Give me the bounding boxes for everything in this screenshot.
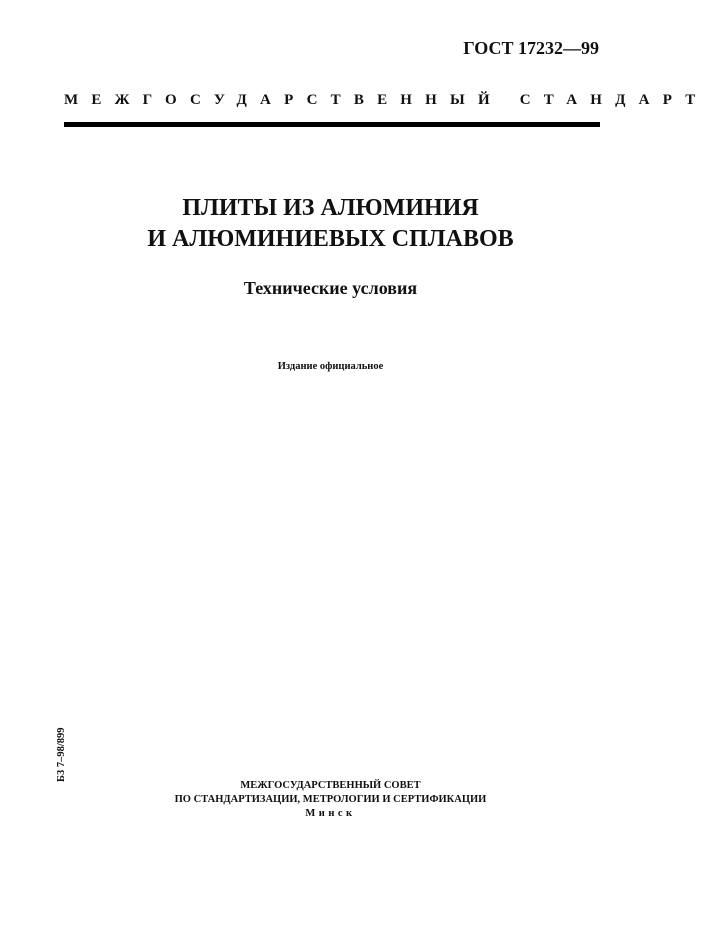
publisher-city: Минск: [305, 808, 356, 819]
publisher-block: [0, 779, 661, 821]
title-line-2: И АЛЮМИНИЕВЫХ СПЛАВОВ: [147, 226, 514, 252]
standard-type-heading: МЕЖГОСУДАРСТВЕННЫЙ СТАНДАРТ: [64, 92, 708, 108]
publisher-line-1: МЕЖГОСУДАРСТВЕННЫЙ СОВЕТ: [240, 780, 421, 791]
side-catalog-code: Б3 7–98/899: [56, 727, 67, 782]
document-subtitle: Технические условия: [243, 278, 418, 298]
document-number: ГОСТ 17232—99: [463, 38, 599, 58]
edition-label: Издание официальное: [277, 361, 384, 372]
publisher-line-2: ПО СТАНДАРТИЗАЦИИ, МЕТРОЛОГИИ И СЕРТИФИКАЦИИ: [174, 794, 487, 805]
header-rule: [64, 122, 600, 127]
document-title: [0, 193, 661, 255]
title-line-1: ПЛИТЫ ИЗ АЛЮМИНИЯ: [182, 195, 479, 221]
